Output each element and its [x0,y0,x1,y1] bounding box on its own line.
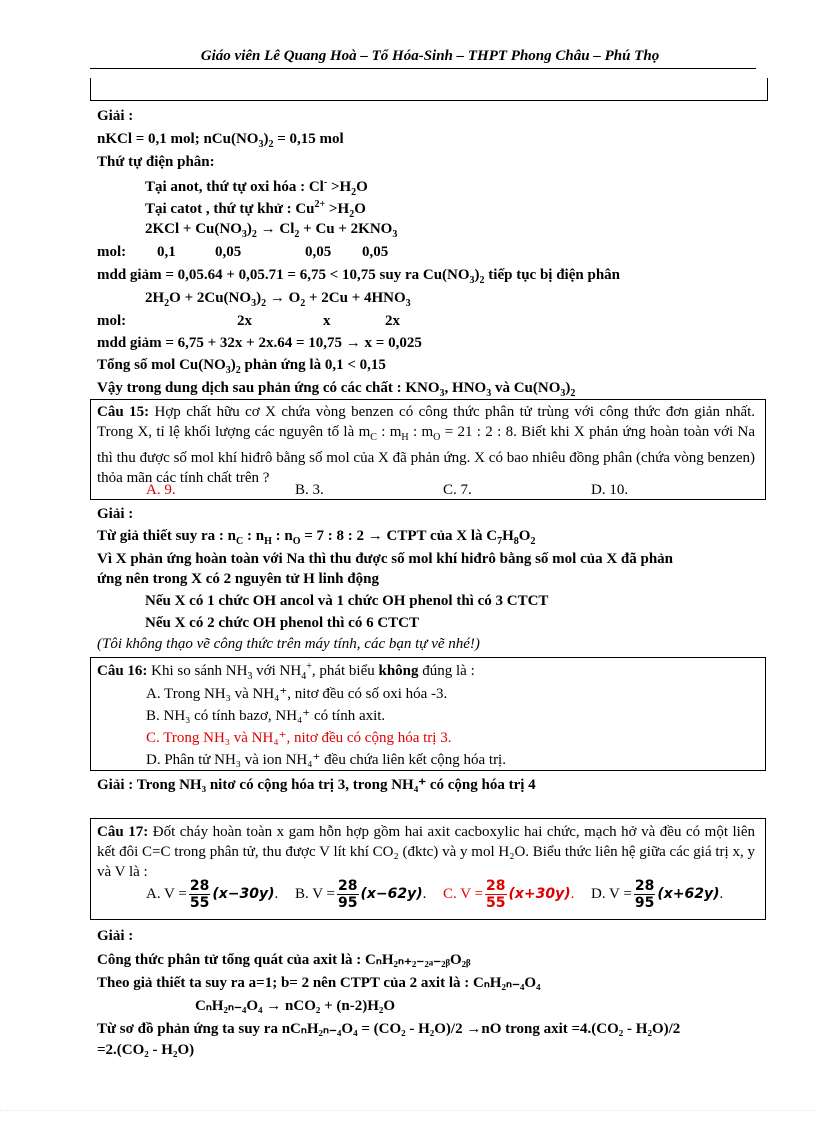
solution-line: Từ sơ đồ phản ứng ta suy ra nCₙH₂ₙ₋₄O₄ = (CO₂ - H₂O)/2 →nO trong axit =4.(CO₂ - H₂O)/2 [97,1021,681,1037]
solution-line: mdd giảm = 6,75 + 32x + 2x.64 = 10,75 → x = 0,025 [97,335,422,351]
page-bottom-dotted-line [0,1110,816,1111]
question-15-text: Câu 15: Hợp chất hữu cơ X chứa vòng benzen có công thức phân tử trùng với công thức đơn giản nhất. Trong X, tỉ lệ khối lượng các nguyên tố là $m_C$ : $m_H$ : $m_O = 21$ : 2 : 8. Biết khi X phản ứng hoàn toàn với Na thì thu được số mol khí hiđrô bằng số mol của X đã phản ứng. X có bao nhiêu đồng phân (chứa vòng benzen) thỏa mãn các tính chất trên ? [97,404,756,486]
question-17-text: Câu 17: Đốt cháy hoàn toàn x gam hỗn hợp gồm hai axit cacboxylic hai chức, mạch hở và đều có một liên kết đôi C=C trong phân tử, thu được V lít khí CO₂ (đktc) và y mol H₂O. Biểu thức liên hệ giữa các giá trị x, y và V là : [97,824,756,880]
header-rule [90,68,756,69]
option-d[interactable]: D. 10. [591,482,629,498]
solution-line: mdd giảm = 0,05.64 + 0,05.71 = 6,75 < 10,75 suy ra $Cu(NO_3)_2$ tiếp tục bị điện phân [97,267,621,286]
equation: $2KCl + Cu(NO_3)_2 \to Cl_2 + Cu + 2KNO_3$ [145,221,398,240]
question-16-text: Câu 16: Khi so sánh $NH_3$ với $NH_4^+$, phát biểu không đúng là : [97,661,475,682]
mol-row: mol: 0,1 0,05 0,05 0,05 [97,244,389,260]
option-b[interactable]: B. V = $\frac{28}{95}$ (x−62y). [295,878,427,911]
solution-line: ứng nên trong X có 2 nguyên tử H linh động [97,571,379,587]
option-c[interactable]: C. 7. [443,482,472,498]
solution-line: =2.(CO₂ - H₂O) [97,1042,195,1058]
solution-line: Từ giả thiết suy ra : $n_C$ : $n_H$ : $n_O = 7$ : 8 : 2 → CTPT của X là $C_7H_8O_2$ [97,528,536,547]
solution-line: Theo giả thiết ta suy ra a=1; b= 2 nên CTPT của 2 axit là : CₙH₂ₙ₋₄O₄ [97,975,541,991]
option-b[interactable]: B. 3. [295,482,324,498]
solution-line: Tổng số mol $Cu(NO_3)_2$ phản ứng là 0,1 < 0,15 [97,357,386,376]
solution-line: nKCl = 0,1 mol; $nCu(NO_3)_2 = 0,15$ mol [97,131,344,150]
previous-question-box-end [90,78,768,101]
solution-line: Nếu X có 1 chức OH ancol và 1 chức OH phenol thì có 3 CTCT [145,593,549,609]
option-b[interactable]: B. NH₃ có tính bazơ, NH₄⁺ có tính axit. [146,708,386,724]
note: (Tôi không thạo vẽ công thức trên máy tính, các bạn tự vẽ nhé!) [97,636,480,652]
solution-title: Giải : [97,928,134,944]
option-a[interactable]: A. 9. [146,482,176,498]
mol-row: mol: 2x x 2x [97,313,400,329]
solution-line: Thứ tự điện phân: [97,154,215,170]
equation: CₙH₂ₙ₋₄O₄ → nCO₂ + (n-2)H₂O [195,998,396,1014]
solution-line: Công thức phân tử tổng quát của axit là : CₙH₂ₙ₊₂₋₂ₐ₋₂ᵦO₂ᵦ [97,952,471,968]
solution-title: Giải : [97,108,134,124]
solution-line: Nếu X có 2 chức OH phenol thì có 6 CTCT [145,615,420,631]
option-d[interactable]: D. V = $\frac{28}{95}$ (x+62y). [591,878,724,911]
solution-line: Tại catot , thứ tự khử : $Cu^{2+} >H_2O$ [145,199,366,220]
option-c[interactable]: C. Trong NH₃ và NH₄⁺, nitơ đều có cộng hóa trị 3. [146,730,452,746]
option-a[interactable]: A. Trong NH₃ và NH₄⁺, nitơ đều có số oxi hóa -3. [146,686,448,702]
solution-title: Giải : [97,506,134,522]
solution-line: Vì X phản ứng hoàn toàn với Na thì thu được số mol khí hiđrô bằng số mol của X đã phản [97,551,674,567]
equation: $2H_2O + 2Cu(NO_3)_2 \to O_2 + 2Cu + 4HNO_3$ [145,290,411,309]
page-header: Giáo viên Lê Quang Hoà – Tổ Hóa-Sinh – THPT Phong Châu – Phú Thọ [200,48,660,64]
solution-line: Giải : Trong NH₃ nitơ có cộng hóa trị 3, trong NH₄⁺ có cộng hóa trị 4 [97,777,536,793]
option-c[interactable]: C. V = $\frac{28}{55}$ (x+30y). [443,878,575,911]
option-d[interactable]: D. Phân tử NH₃ và ion NH₄⁺ đều chứa liên kết cộng hóa trị. [146,752,506,768]
option-a[interactable]: A. V = $\frac{28}{55}$ (x−30y). [146,878,279,911]
solution-line: Vậy trong dung dịch sau phản ứng có các chất : $KNO_3$, $HNO_3$ và $Cu(NO_3)_2$ [97,380,576,399]
solution-line: Tại anot, thứ tự oxi hóa : $Cl^- >H_2O$ [145,177,368,198]
